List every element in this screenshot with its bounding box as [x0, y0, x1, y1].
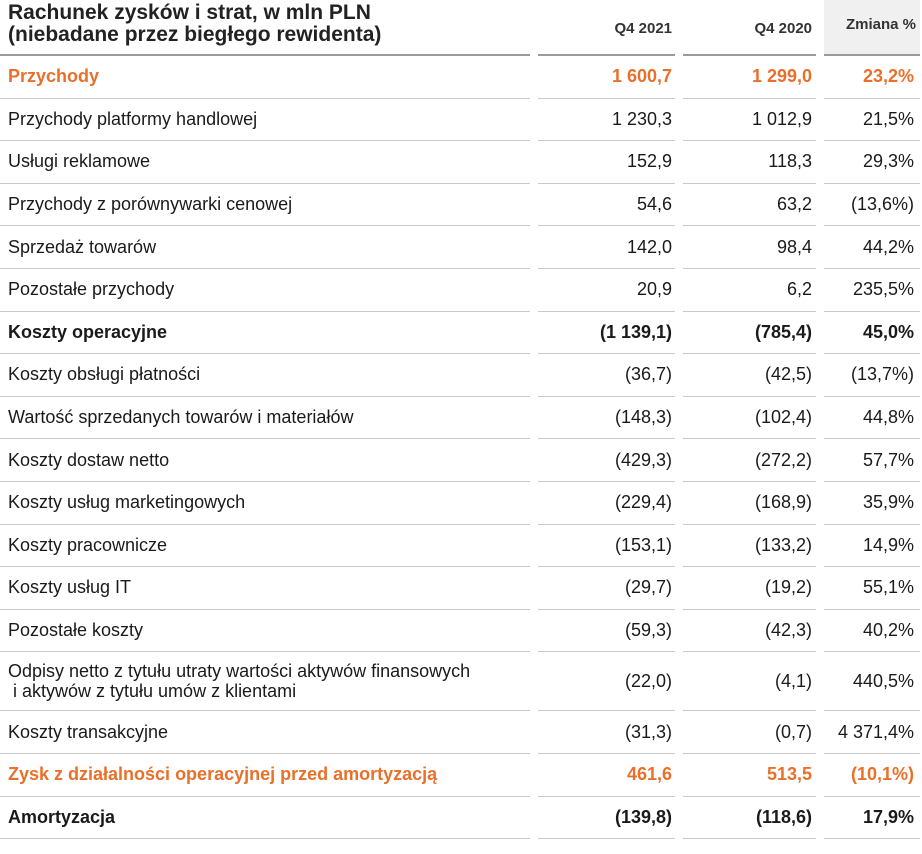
- value-q4-2020: 1 012,9: [683, 99, 816, 142]
- value-change: (13,6%): [824, 184, 920, 227]
- table-row: [0, 482, 922, 525]
- value-q4-2020: 1 299,0: [683, 56, 816, 99]
- row-label: Koszty operacyjne: [0, 312, 530, 355]
- value-change: 57,7%: [824, 439, 920, 482]
- value-q4-2021: (22,0): [538, 652, 675, 711]
- row-label: Przychody: [0, 56, 530, 99]
- value-q4-2021: (148,3): [538, 397, 675, 440]
- row-label: Koszty obsługi płatności: [0, 354, 530, 397]
- table-header: [0, 0, 922, 56]
- value-q4-2021: (59,3): [538, 610, 675, 653]
- value-change: 55,1%: [824, 567, 920, 610]
- column-header-change: Zmiana %: [824, 0, 920, 56]
- value-q4-2020: (4,1): [683, 652, 816, 711]
- value-change: (10,1%): [824, 754, 920, 797]
- row-label: Sprzedaż towarów: [0, 226, 530, 269]
- value-q4-2020: 98,4: [683, 226, 816, 269]
- row-label: Zysk z działalności operacyjnej przed amortyzacją: [0, 754, 530, 797]
- value-q4-2020: 118,3: [683, 141, 816, 184]
- table-row: [0, 525, 922, 568]
- row-label: Amortyzacja: [0, 797, 530, 840]
- value-q4-2021: (153,1): [538, 525, 675, 568]
- column-header-q4-2020: Q4 2020: [683, 0, 816, 56]
- row-label: Koszty dostaw netto: [0, 439, 530, 482]
- value-q4-2020: (42,5): [683, 354, 816, 397]
- row-label: Przychody platformy handlowej: [0, 99, 530, 142]
- value-q4-2021: 1 230,3: [538, 99, 675, 142]
- value-q4-2021: (429,3): [538, 439, 675, 482]
- row-label: Koszty usług IT: [0, 567, 530, 610]
- value-q4-2021: 20,9: [538, 269, 675, 312]
- table-row: [0, 754, 922, 797]
- row-label: Usługi reklamowe: [0, 141, 530, 184]
- row-label-line-1: Odpisy netto z tytułu utraty wartości aktywów finansowych: [8, 661, 471, 682]
- table-row: [0, 567, 922, 610]
- value-q4-2021: (139,8): [538, 797, 675, 840]
- value-q4-2020: 6,2: [683, 269, 816, 312]
- value-change: 4 371,4%: [824, 711, 920, 754]
- table-row: [0, 226, 922, 269]
- value-change: 14,9%: [824, 525, 920, 568]
- table-row: [0, 652, 922, 711]
- value-change: 44,2%: [824, 226, 920, 269]
- value-q4-2021: (29,7): [538, 567, 675, 610]
- table-row: [0, 312, 922, 355]
- value-change: 44,8%: [824, 397, 920, 440]
- row-label: Pozostałe koszty: [0, 610, 530, 653]
- value-change: 29,3%: [824, 141, 920, 184]
- value-q4-2021: 142,0: [538, 226, 675, 269]
- table-row: [0, 711, 922, 754]
- table-title: [0, 0, 530, 56]
- value-q4-2020: (19,2): [683, 567, 816, 610]
- row-label-line-2: i aktywów z tytułu umów z klientami: [8, 681, 297, 702]
- value-q4-2020: 63,2: [683, 184, 816, 227]
- row-label: Przychody z porównywarki cenowej: [0, 184, 530, 227]
- value-change: 440,5%: [824, 652, 920, 711]
- table-row: [0, 269, 922, 312]
- table-row: [0, 354, 922, 397]
- value-change: 21,5%: [824, 99, 920, 142]
- value-q4-2021: 1 600,7: [538, 56, 675, 99]
- table-row: [0, 610, 922, 653]
- value-q4-2020: (168,9): [683, 482, 816, 525]
- value-q4-2021: (36,7): [538, 354, 675, 397]
- table-row: [0, 184, 922, 227]
- value-q4-2021: 152,9: [538, 141, 675, 184]
- value-change: (13,7%): [824, 354, 920, 397]
- value-change: 35,9%: [824, 482, 920, 525]
- table-row: [0, 439, 922, 482]
- value-change: 40,2%: [824, 610, 920, 653]
- value-change: 17,9%: [824, 797, 920, 840]
- value-q4-2020: (785,4): [683, 312, 816, 355]
- value-q4-2021: 54,6: [538, 184, 675, 227]
- row-label: Koszty transakcyjne: [0, 711, 530, 754]
- value-q4-2020: (0,7): [683, 711, 816, 754]
- value-q4-2020: (102,4): [683, 397, 816, 440]
- value-change: 235,5%: [824, 269, 920, 312]
- value-change: 23,2%: [824, 56, 920, 99]
- table-row: [0, 56, 922, 99]
- title-line-2: (niebadane przez biegłego rewidenta): [8, 23, 382, 46]
- table-row: [0, 141, 922, 184]
- table-row: [0, 797, 922, 840]
- value-change: 45,0%: [824, 312, 920, 355]
- column-header-q4-2021: Q4 2021: [538, 0, 675, 56]
- value-q4-2020: (42,3): [683, 610, 816, 653]
- value-q4-2021: (229,4): [538, 482, 675, 525]
- value-q4-2020: (133,2): [683, 525, 816, 568]
- row-label: Pozostałe przychody: [0, 269, 530, 312]
- table-body: [0, 56, 922, 839]
- row-label: Koszty pracownicze: [0, 525, 530, 568]
- value-q4-2020: (118,6): [683, 797, 816, 840]
- value-q4-2021: (1 139,1): [538, 312, 675, 355]
- title-line-1: Rachunek zysków i strat, w mln PLN: [8, 1, 371, 24]
- value-q4-2021: 461,6: [538, 754, 675, 797]
- row-label: Wartość sprzedanych towarów i materiałów: [0, 397, 530, 440]
- row-label: [0, 652, 530, 711]
- row-label: Koszty usług marketingowych: [0, 482, 530, 525]
- value-q4-2020: 513,5: [683, 754, 816, 797]
- table-row: [0, 397, 922, 440]
- value-q4-2021: (31,3): [538, 711, 675, 754]
- table-row: [0, 99, 922, 142]
- value-q4-2020: (272,2): [683, 439, 816, 482]
